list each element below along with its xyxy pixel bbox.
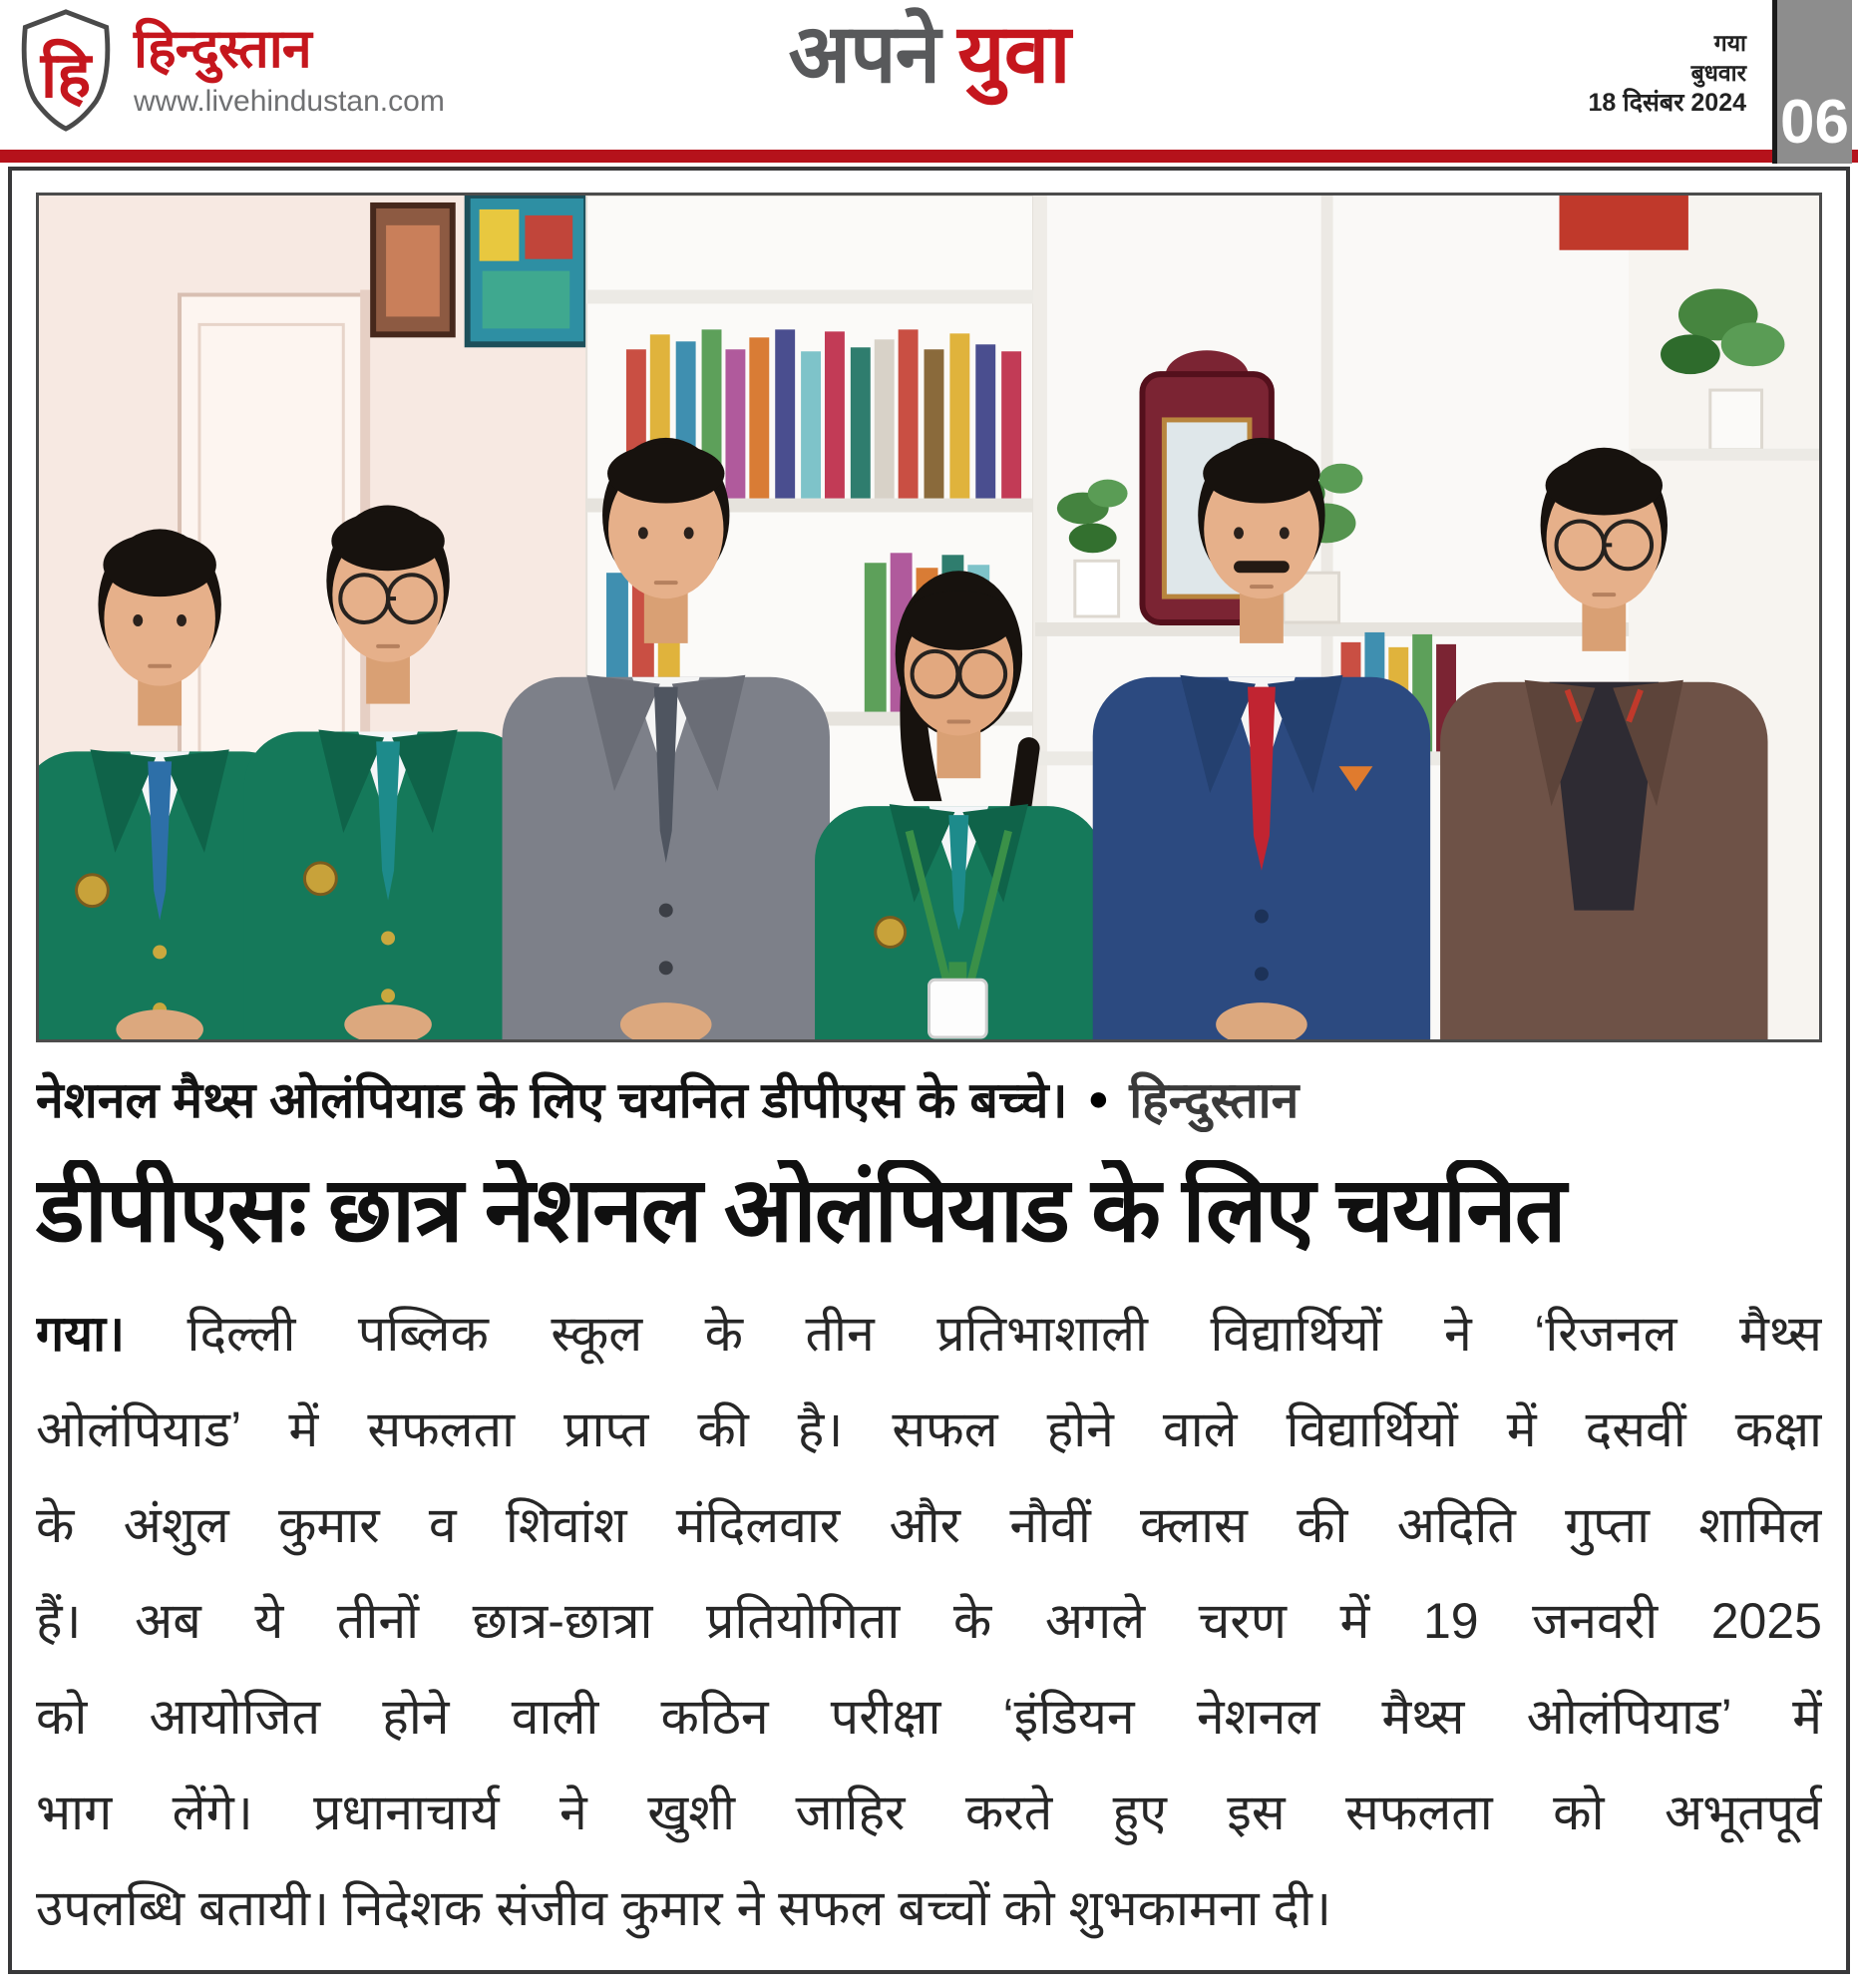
body-line-1-text: दिल्ली पब्लिक स्कूल के तीन प्रतिभाशाली विद्यार्थियों ने ‘रिजनल मैथ्स <box>186 1305 1822 1362</box>
body-line-1 <box>36 1286 1822 1382</box>
body-line-5: को आयोजित होने वाली कठिन परीक्षा ‘इंडियन नेशनल मैथ्स ओलंपियाड’ में <box>36 1688 1822 1745</box>
newspaper-url: www.livehindustan.com <box>134 85 445 119</box>
section-title-part1: अपने <box>788 9 940 100</box>
newspaper-name: हिन्दुस्तान <box>134 18 311 79</box>
edition-date: 18 दिसंबर 2024 <box>1588 89 1746 117</box>
section-title-part2: युवा <box>957 9 1070 100</box>
edition-day: बुधवार <box>1690 60 1746 86</box>
news-photo <box>36 193 1822 1042</box>
photo-caption-credit: हिन्दुस्तान <box>1129 1072 1300 1128</box>
newspaper-brand <box>14 8 445 132</box>
dateline: गया। <box>36 1305 126 1362</box>
article-headline: डीपीएसः छात्र नेशनल ओलंपियाड के लिए चयनित <box>36 1160 1565 1261</box>
brand-text <box>134 18 445 120</box>
page-number-box <box>1772 0 1852 164</box>
edition-block <box>1589 28 1746 118</box>
body-line-3: के अंशुल कुमार व शिवांश मंदिलवार और नौवीं क्लास की अदिति गुप्ता शामिल <box>36 1496 1822 1553</box>
logo-monogram: हि <box>40 39 92 112</box>
hindustan-shield-icon <box>14 8 118 132</box>
body-line-4: हैं। अब ये तीनों छात्र-छात्रा प्रतियोगिता के अगले चरण में 19 जनवरी 2025 <box>36 1592 1822 1649</box>
caption-bullet-icon: ● <box>1087 1077 1110 1118</box>
page-number: 06 <box>1780 88 1849 157</box>
masthead <box>0 0 1858 157</box>
photo-caption <box>36 1064 1822 1132</box>
masthead-red-rule <box>0 150 1858 163</box>
body-line-2: ओलंपियाड’ में सफलता प्राप्त की है। सफल होने वाले विद्यार्थियों में दसवीं कक्षा <box>36 1400 1822 1457</box>
edition-city: गया <box>1713 30 1746 56</box>
photo-caption-text: नेशनल मैथ्स ओलंपियाड के लिए चयनित डीपीएस के बच्चे। <box>36 1072 1068 1128</box>
article-box <box>8 167 1850 1974</box>
body-line-6: भाग लेंगे। प्रधानाचार्य ने खुशी जाहिर करते हुए इस सफलता को अभूतपूर्व <box>36 1784 1822 1840</box>
body-line-7: उपलब्धि बतायी। निदेशक संजीव कुमार ने सफल बच्चों को शुभकामना दी। <box>36 1879 1331 1936</box>
news-photo-scene <box>39 196 1819 1039</box>
article-body <box>36 1286 1822 1956</box>
